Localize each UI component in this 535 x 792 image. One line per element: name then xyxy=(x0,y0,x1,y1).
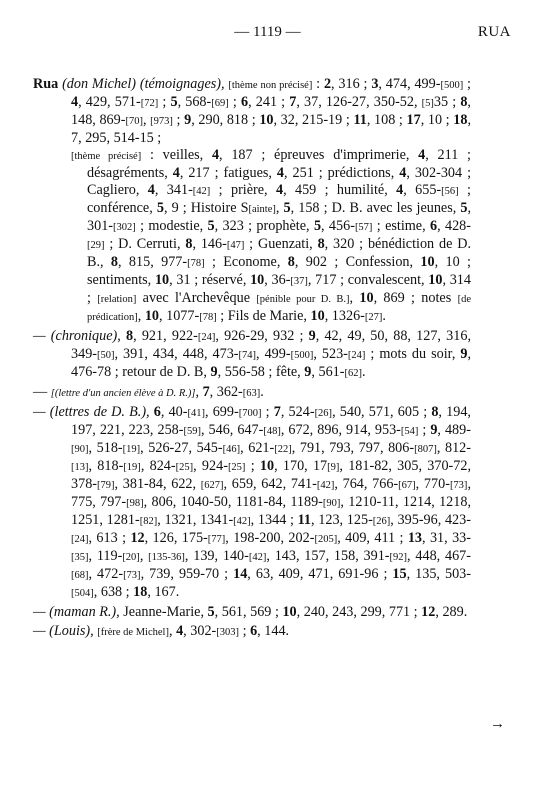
entry-lead: — (chronique), xyxy=(33,328,126,344)
entry-references: Jeanne-Marie, 5, 561, 569 ; 10, 240, 243, 299, 771 ; 12, 289. xyxy=(123,604,468,620)
continue-arrow-icon: → xyxy=(490,716,505,732)
entry-references: [(lettre d'un ancien élève à D. R.)], 7, 362-[63]. xyxy=(50,384,264,400)
entry-lead: — (maman R.), xyxy=(33,604,124,620)
entry-references: 6, 40-[41], 699-[700] ; 7, 524-[26], 540, 571, 605 ; 8, 194, 197, 221, 223, 258-[59], 546, 647-[48], 672, 896, 914, 953-[54] ; 9, 489-[90], 518-[19], 526-27, 545-[46], 621-[22], 791, 793, 797, 806-[807], 812-[13], 818-[19], 824-[25], 924-[25] ; 10, 170, 17[9], 181-82, 305, 370-72, 378-[79], 381-84, 622, [627], 659, 642, 741-[42], 764, 766-[67], 770-[73], 775, 797-[98], 806, 1040-50, 1181-84, 1189-[90], 1210-11, 1214, 1218, 1251, 1281-[82], 1321, 1341-[42], 1344 ; 11, 123, 125-[26], 395-96, 423-[24], 613 ; 12, 126, 175-[77], 198-200, 202-[205], 409, 411 ; 13, 31, 33-[35], 119-[20], [135-36], 139, 140-[42], 143, 157, 158, 391-[92], 448, 467-[68], 472-[73], 739, 959-70 ; 14, 63, 409, 471, 691-96 ; 15, 135, 503-[504], 638 ; 18, 167. xyxy=(71,404,472,600)
entry-references: 8, 921, 922-[24], 926-29, 932 ; 9, 42, 49, 50, 88, 127, 316, 349-[50], 391, 434, 448, 473-[74], 499-[500], 523-[24] ; mots du soir, 9, 476-78 ; retour de D. B, 9, 556-58 ; fête, 9, 561-[62]. xyxy=(71,328,471,380)
page-number: — 1119 — xyxy=(234,24,301,40)
subparagraph-text: [thème précisé] : veilles, 4, 187 ; épreuves d'imprimerie, 4, 211 ; désagréments, 4, 217 ; fatigues, 4, 251 ; prédictions, 4, 302-304 ; Cagliero, 4, 341-[42] ; prière, 4, 459 ; humilité, 4, 655-[56] ; conférence, 5, 9 ; Histoire S[ainte], 5, 158 ; D. B. avec les jeunes, 5, 301-[302] ; modestie, 5, 323 ; prophète, 5, 456-[57] ; estime, 6, 428-[29] ; D. Cerruti, 8, 146-[47] ; Guenzati, 8, 320 ; bénédiction de D. B., 8, 815, 977-[78] ; Econome, 8, 902 ; Confession, 10, 10 ; sentiments, 10, 31 ; réservé, 10, 36-[37], 717 ; convalescent, 10, 314 ; [relation] avec l'Archevêque [pénible pour D. B.], 10, 869 ; notes [de prédication], 10, 1077-[78] ; Fils de Marie, 10, 1326-[27]. xyxy=(71,147,472,324)
index-entry-rua-michel-temoignages xyxy=(33,76,471,147)
index-entry-lettre-ancien-eleve xyxy=(33,384,471,402)
index-entry-louis xyxy=(33,623,471,641)
entry-headword: Rua xyxy=(33,76,59,92)
entry-lead: — xyxy=(33,384,51,400)
entry-lead: — (Louis), xyxy=(33,623,98,639)
index-entry-chronique xyxy=(33,328,471,382)
entry-lead: (don Michel) (témoignages), xyxy=(58,76,229,92)
entry-references: [frère de Michel], 4, 302-[303] ; 6, 144. xyxy=(97,623,290,639)
entry-lead: — (lettres de D. B.), xyxy=(33,404,154,420)
page-header xyxy=(0,24,535,44)
subparagraph-theme-precise xyxy=(33,147,471,326)
running-head: RUA xyxy=(477,24,511,40)
index-body xyxy=(33,76,471,641)
index-entry-maman-r xyxy=(33,604,471,621)
index-entry-lettres-de-db xyxy=(33,404,471,602)
entry-references: [thème non précisé] : 2, 316 ; 3, 474, 499-[500] ; 4, 429, 571-[72] ; 5, 568-[69] ; 6, 241 ; 7, 37, 126-27, 350-52, [5]35 ; 8, 148, 869-[70], [973] ; 9, 290, 818 ; 10, 32, 215-19 ; 11, 108 ; 17, 10 ; 18, 7, 295, 514-15 ; xyxy=(71,76,471,146)
